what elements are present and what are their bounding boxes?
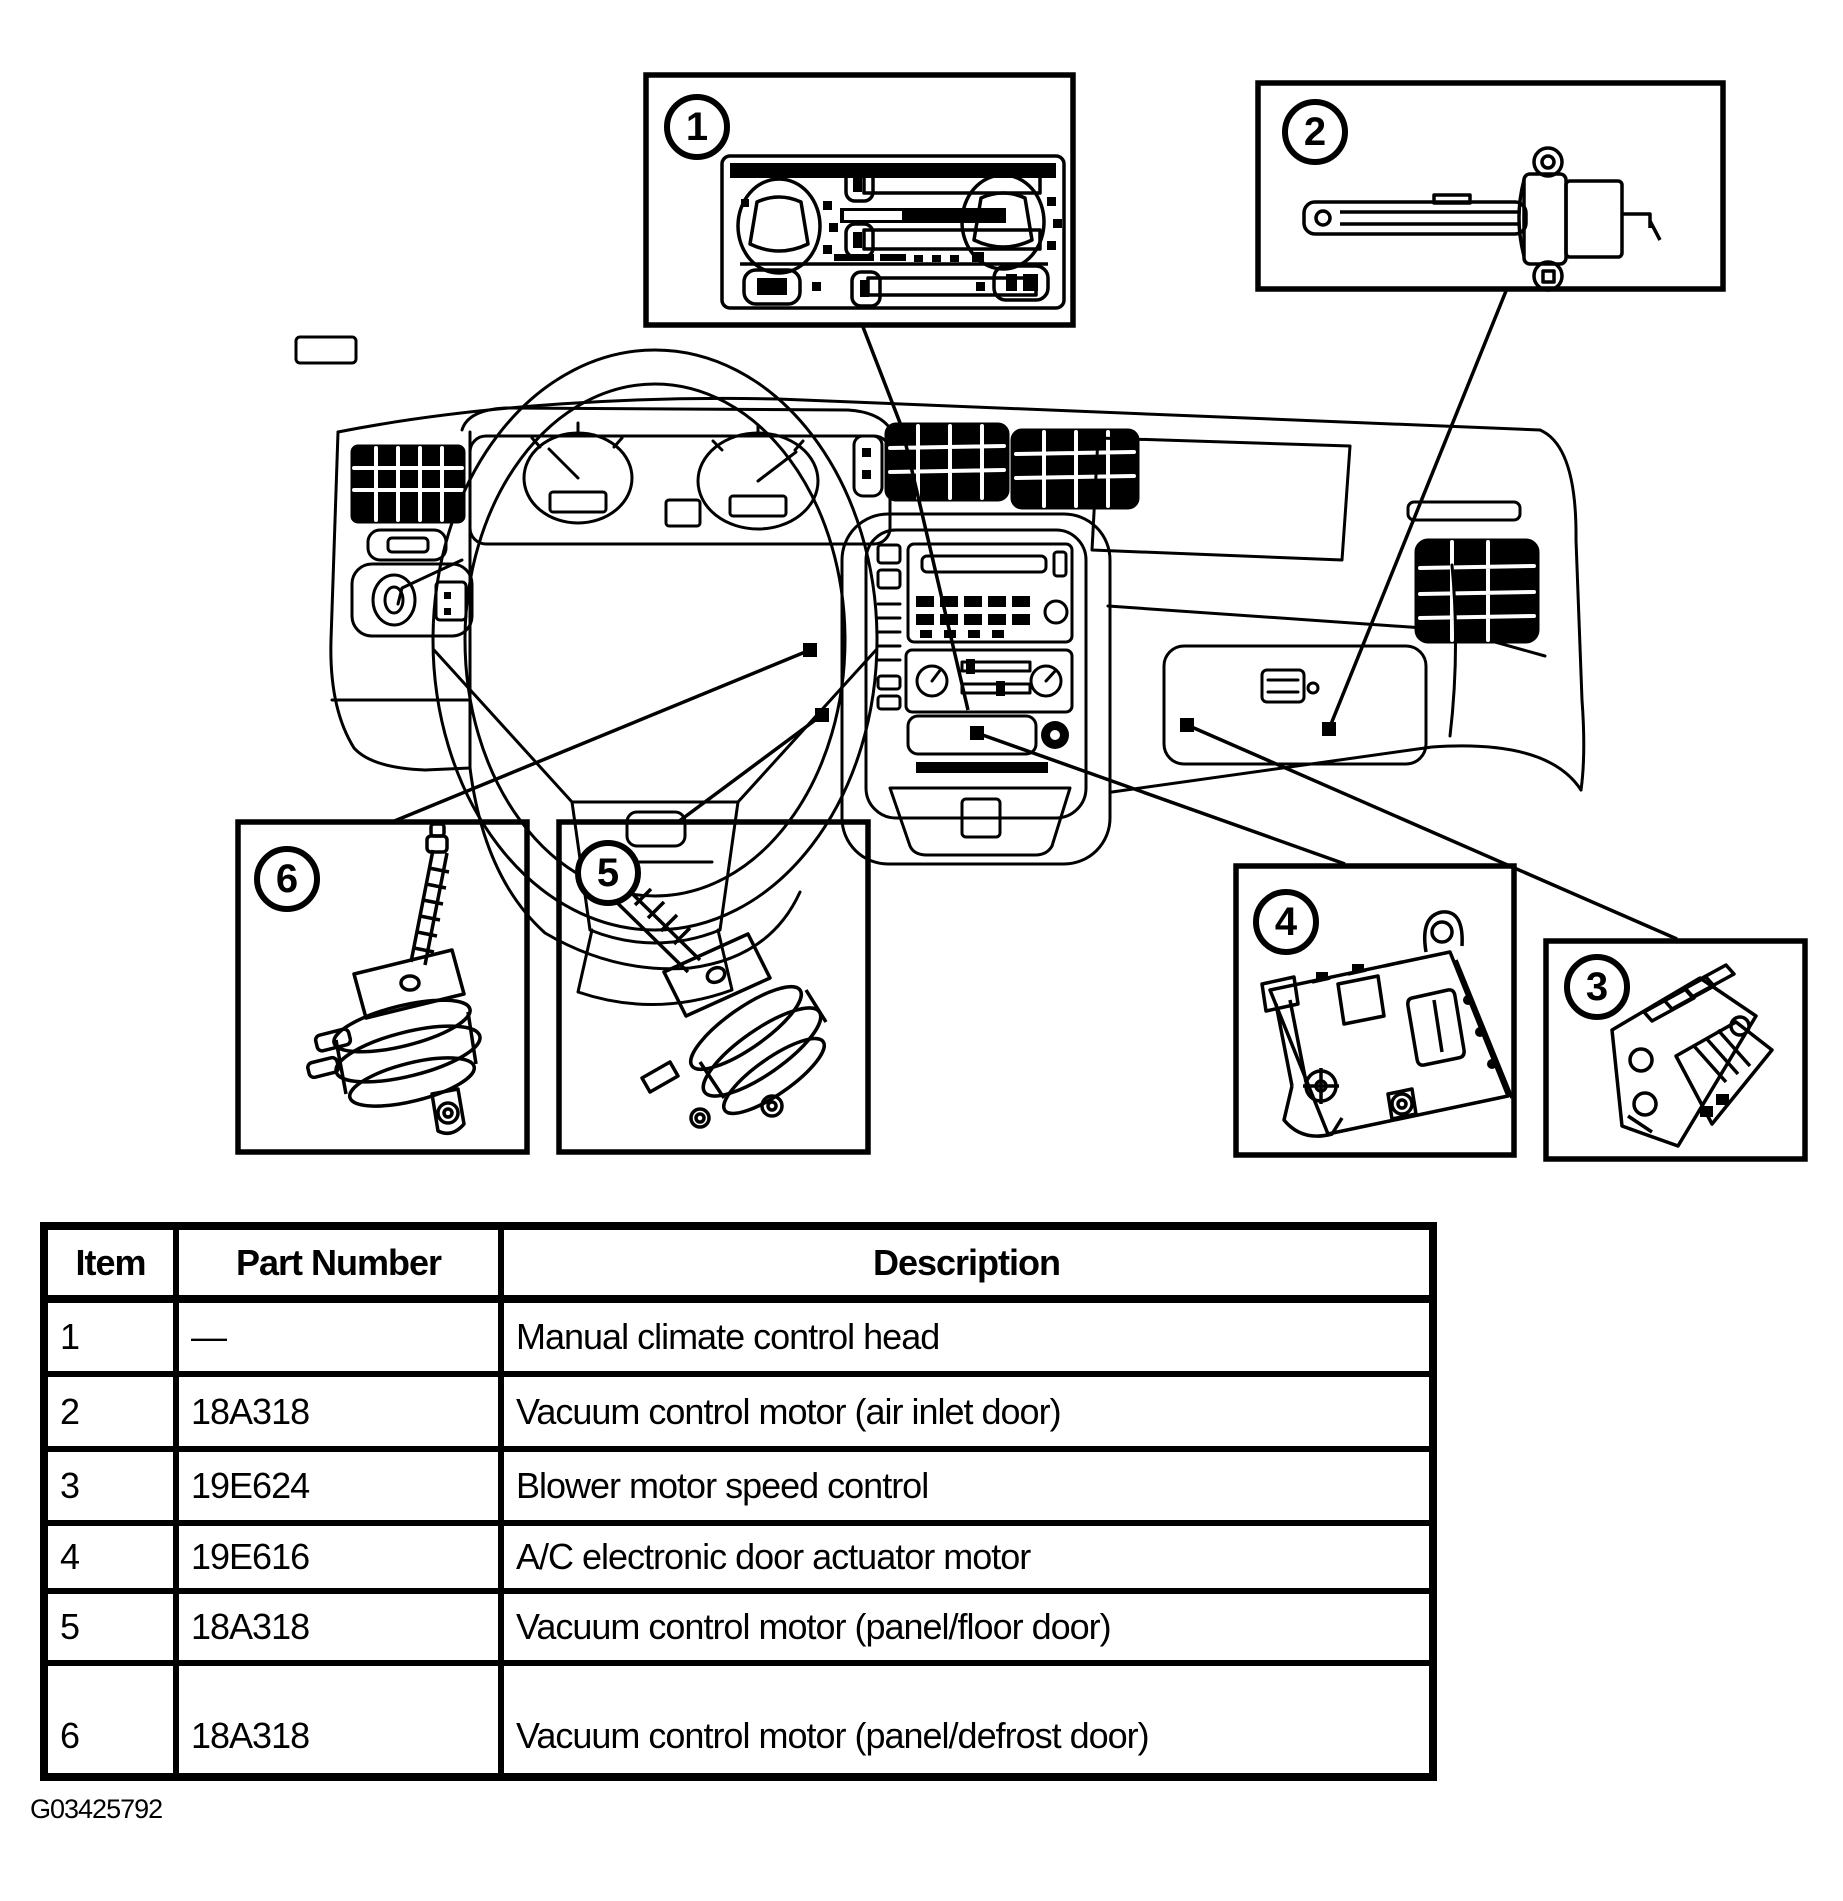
cell-item: 5 xyxy=(44,1591,176,1663)
cell-item: 2 xyxy=(44,1374,176,1449)
callout-6-marker xyxy=(254,846,320,912)
cell-description: A/C electronic door actuator motor xyxy=(501,1523,1433,1591)
cell-part-number: 18A318 xyxy=(176,1591,501,1663)
parts-table-header-row xyxy=(44,1226,1433,1299)
table-row xyxy=(44,1299,1433,1374)
table-row xyxy=(44,1374,1433,1449)
cell-item: 3 xyxy=(44,1449,176,1523)
vacuum-motor-air-inlet-drawing xyxy=(1304,148,1660,290)
callout-5-marker xyxy=(575,840,641,906)
cell-description: Vacuum control motor (air inlet door) xyxy=(501,1374,1433,1449)
climate-control-head-drawing xyxy=(722,156,1064,308)
col-header-part-number: Part Number xyxy=(176,1226,501,1299)
callout-3-marker xyxy=(1564,954,1630,1020)
callout-2-number: 2 xyxy=(1303,109,1327,154)
leader-6 xyxy=(392,650,810,822)
figure-code: G03425792 xyxy=(30,1794,163,1824)
cell-description: Vacuum control motor (panel/floor door) xyxy=(501,1591,1433,1663)
parts-table xyxy=(40,1222,1437,1781)
leader-4 xyxy=(977,733,1345,864)
callout-6-number: 6 xyxy=(275,856,299,901)
table-row xyxy=(44,1663,1433,1777)
cell-description: Vacuum control motor (panel/defrost door) xyxy=(501,1663,1433,1777)
blower-speed-control-drawing xyxy=(1612,965,1772,1146)
cell-item: 4 xyxy=(44,1523,176,1591)
cell-part-number: 19E624 xyxy=(176,1449,501,1523)
dashboard-line-art xyxy=(296,337,1584,1005)
table-row xyxy=(44,1591,1433,1663)
cell-description: Blower motor speed control xyxy=(501,1449,1433,1523)
cell-part-number: — xyxy=(176,1299,501,1374)
callout-4-number: 4 xyxy=(1274,899,1298,944)
callout-5-number: 5 xyxy=(596,850,620,895)
cell-part-number: 19E616 xyxy=(176,1523,501,1591)
col-header-description: Description xyxy=(501,1226,1433,1299)
callout-3-number: 3 xyxy=(1585,964,1609,1009)
cell-part-number: 18A318 xyxy=(176,1663,501,1777)
table-row xyxy=(44,1523,1433,1591)
leader-1 xyxy=(863,327,968,710)
vacuum-motor-panel-defrost-drawing xyxy=(307,824,485,1133)
callout-1-number: 1 xyxy=(685,104,709,149)
cell-item: 6 xyxy=(44,1663,176,1777)
col-header-item: Item xyxy=(44,1226,176,1299)
callout-4-marker xyxy=(1253,889,1319,955)
leader-2 xyxy=(1329,291,1506,729)
cell-part-number: 18A318 xyxy=(176,1374,501,1449)
cell-item: 1 xyxy=(44,1299,176,1374)
cell-description: Manual climate control head xyxy=(501,1299,1433,1374)
table-row xyxy=(44,1449,1433,1523)
callout-1-marker xyxy=(664,94,730,160)
callout-2-marker xyxy=(1282,99,1348,165)
